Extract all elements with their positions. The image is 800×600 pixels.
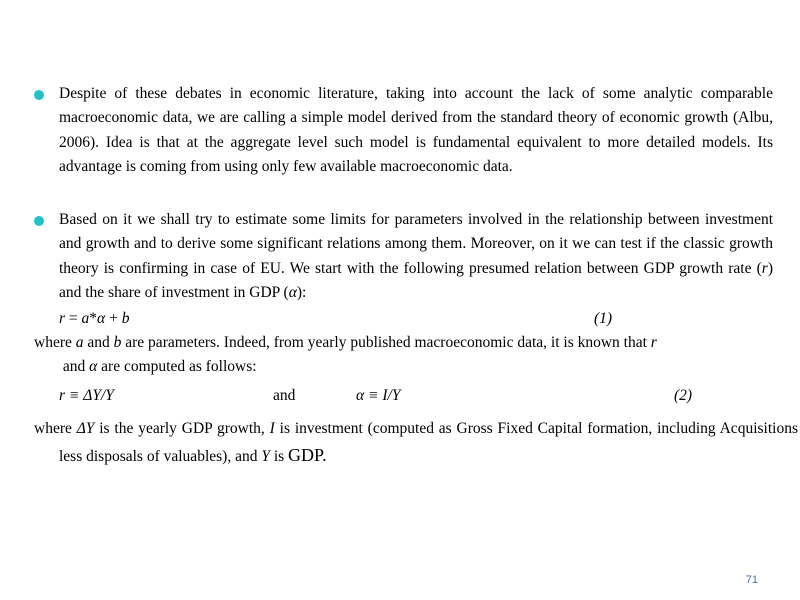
paragraph-where-1: [34, 331, 773, 380]
pw1-t1: where: [34, 334, 76, 351]
pw1-t5: are computed as follows:: [97, 358, 257, 376]
var-r: r: [761, 259, 768, 277]
bullet-dot-icon: [34, 216, 44, 226]
equation-2-and: and: [273, 387, 296, 404]
bullet-paragraph-2: [59, 208, 773, 306]
bullet-paragraph-1: [59, 82, 773, 180]
pw1-alpha: α: [89, 358, 98, 376]
pw2-i: I: [269, 420, 275, 437]
pw2-period: .: [322, 445, 327, 465]
var-alpha: α: [288, 284, 297, 302]
pw1-t3: are parameters. Indeed, from yearly published macroeconomic data, it is known that: [121, 334, 651, 351]
bullet-2-text-b: ) and the share of investment in GDP (: [59, 259, 773, 302]
bullet-dot-icon: [34, 90, 44, 100]
pw2-dy: ΔY: [76, 420, 95, 437]
bullet-2-text-c: ):: [296, 284, 307, 302]
eq1-alpha: α: [97, 310, 106, 327]
eq1-b: b: [121, 310, 130, 327]
equation-1: [59, 307, 619, 331]
pw2-t2: is the yearly GDP growth,: [94, 420, 270, 437]
paragraph-where-2: [34, 415, 798, 470]
pw2-gdp: GDP: [288, 445, 323, 465]
eq1-a: a: [81, 310, 90, 327]
bullet-1-text: Despite of these debates in economic literature, taking into account the lack of some analytic comparable macroeconomic data, we are calling a simple model derived from the standard theory of economic growth (Albu, 2006). Idea is that at the aggregate level such model is fundamental equivalent to more detailed models. Its advantage is coming from using only few available macroeconomic data.: [59, 85, 773, 176]
pw2-t4: is: [269, 448, 289, 465]
pw2-y: Y: [261, 448, 270, 465]
pw1-b: b: [113, 334, 122, 351]
pw1-t4: and: [59, 358, 90, 376]
equation-2-number: (2): [674, 387, 693, 404]
pw2-t1: where: [34, 420, 77, 437]
page-number: 71: [745, 574, 758, 586]
eq1-star: *: [89, 310, 98, 327]
pw1-r: r: [650, 334, 657, 351]
eq1-r: r: [59, 310, 66, 327]
bullet-2-text-a: Based on it we shall try to estimate some limits for parameters involved in the relationship between investment and growth and to derive some significant relations among them. Moreover, on it we can test if the classic growth theory is confirming in case of EU. We start with the following presumed relation between GDP growth rate (: [59, 211, 773, 277]
equation-2: [59, 384, 709, 408]
pw2-t3: is investment (computed as Gross Fixed Capital formation, including Acquisitions less disposals of valuables), and: [59, 420, 798, 465]
pw1-t2: and: [83, 334, 114, 351]
equation-1-number: (1): [594, 310, 613, 327]
eq1-plus: +: [105, 310, 122, 327]
equation-2-right: α ≡ I/Y: [356, 387, 401, 404]
equation-2-left: r ≡ ΔY/Y: [59, 387, 114, 404]
eq1-equals: =: [65, 310, 82, 327]
pw1-a: a: [75, 334, 84, 351]
